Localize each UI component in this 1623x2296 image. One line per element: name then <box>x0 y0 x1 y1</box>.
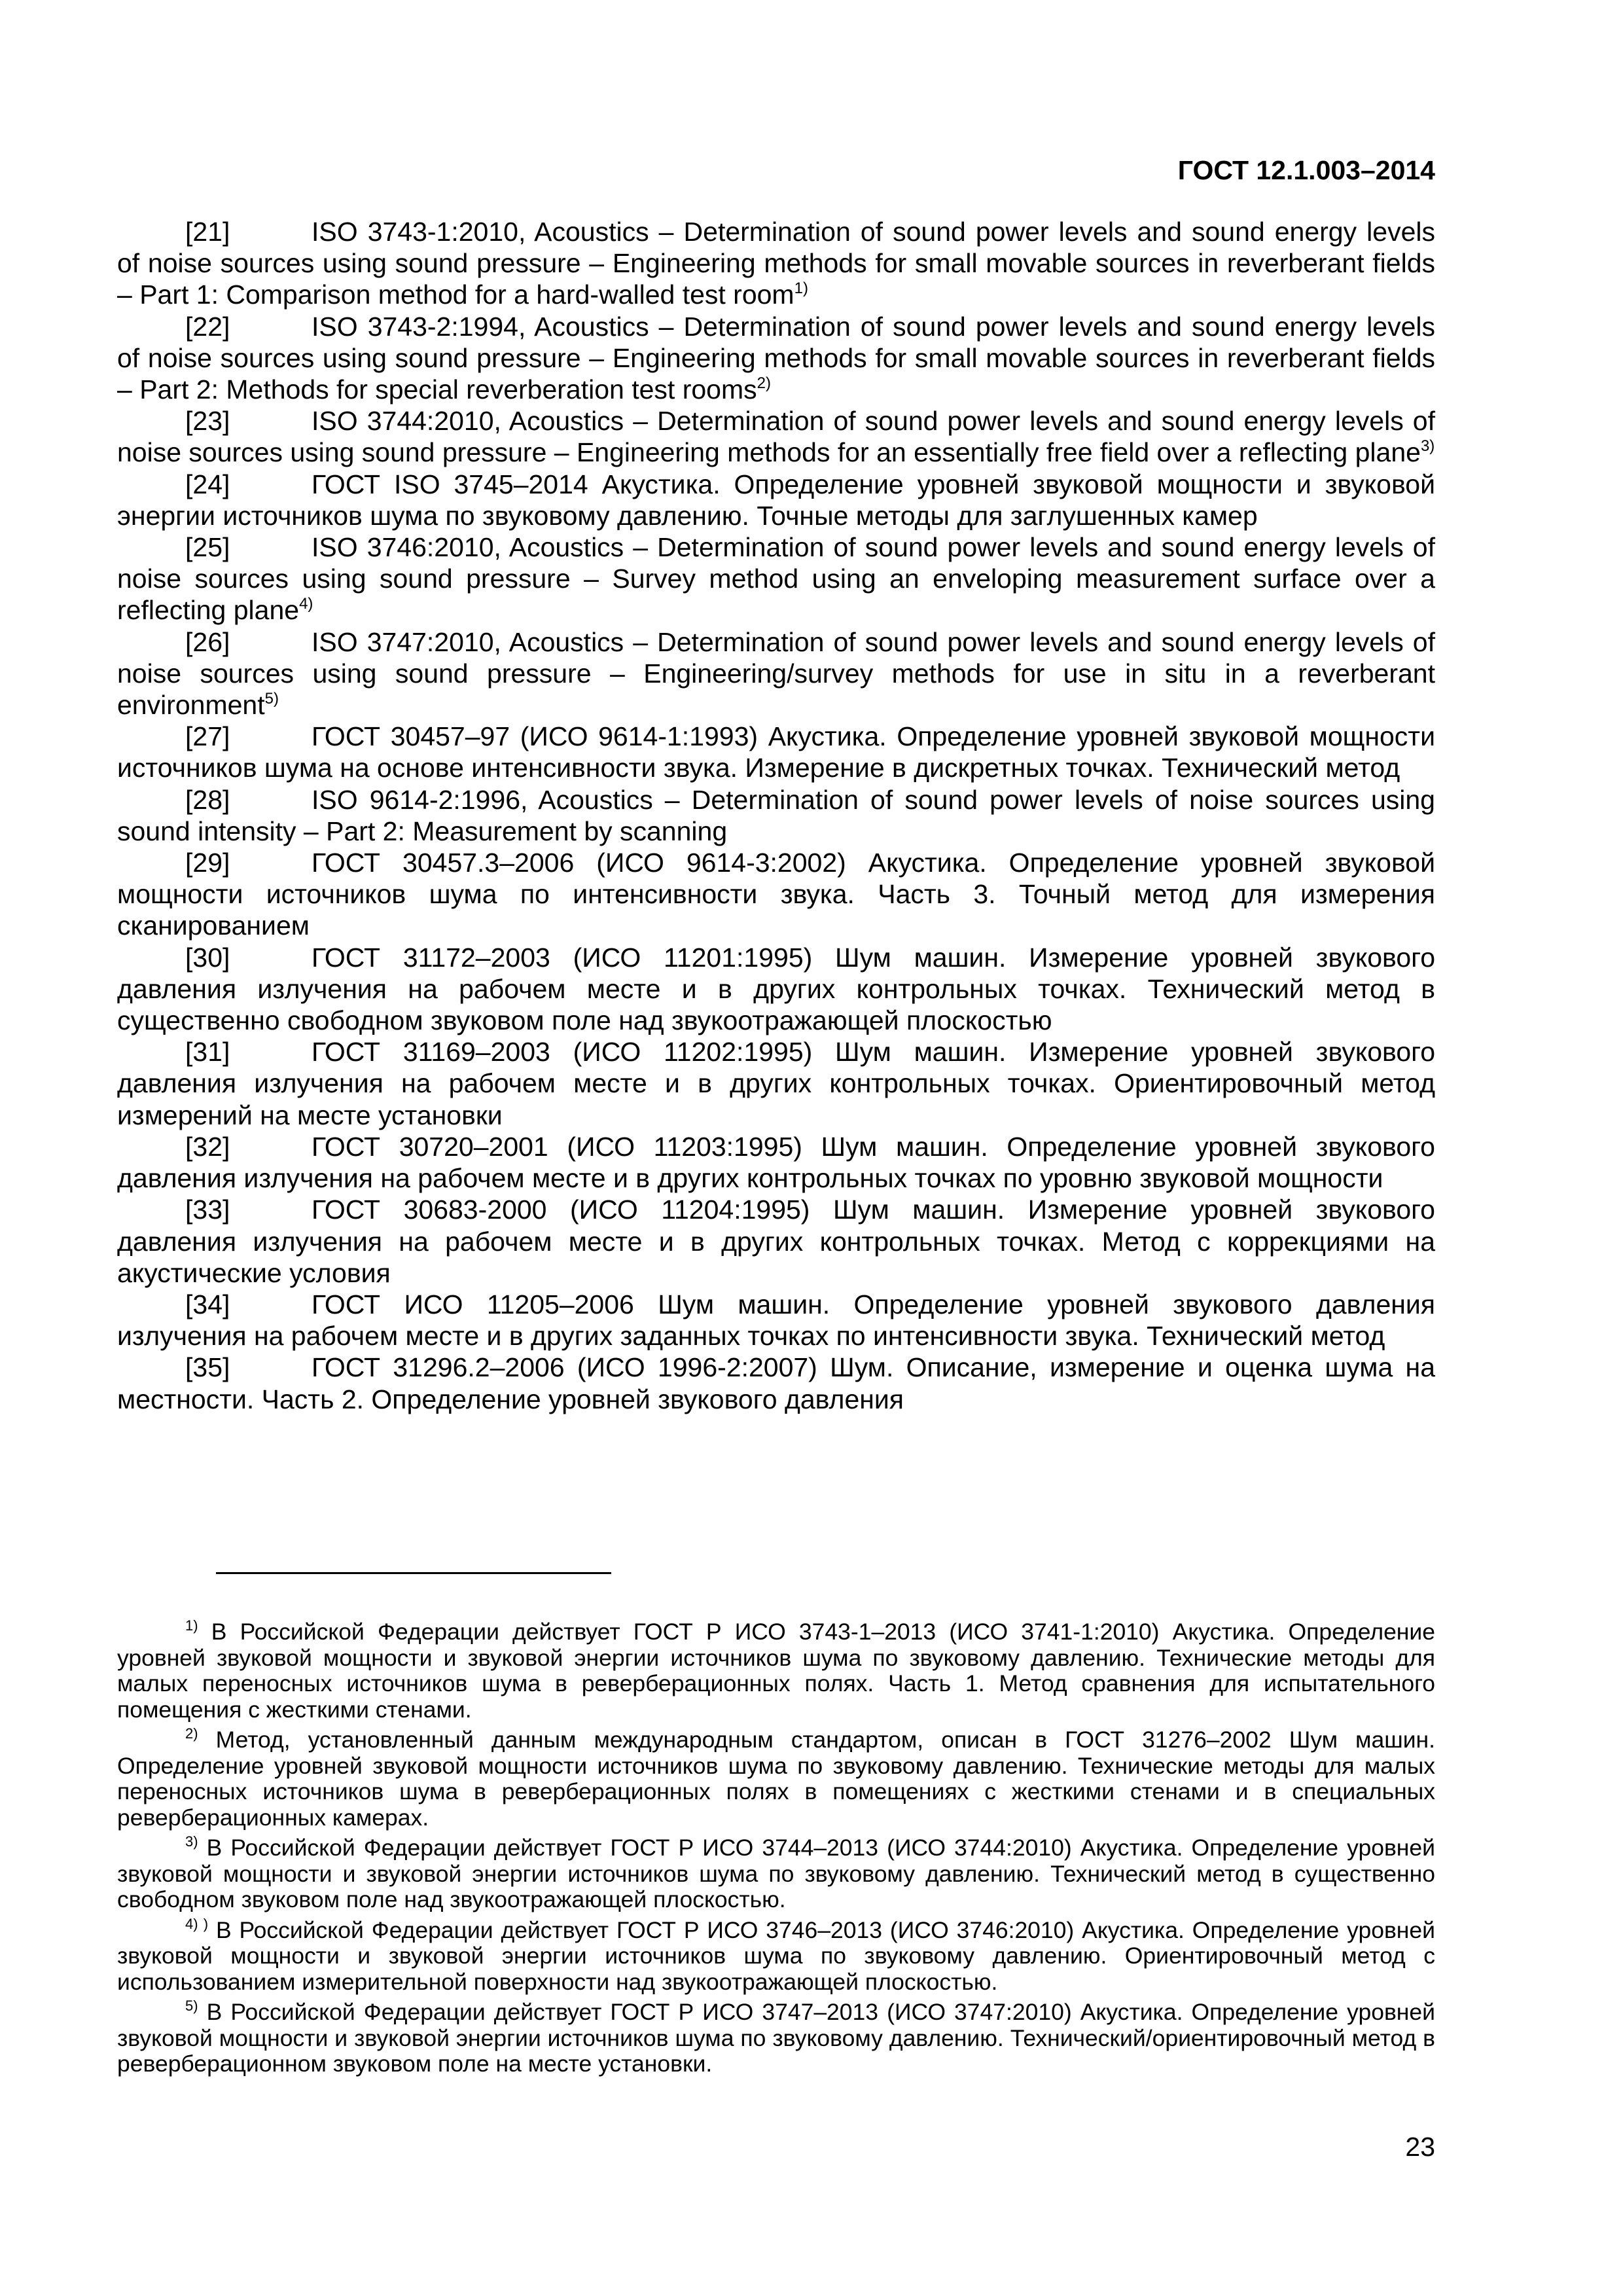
reference-text: ISO 3746:2010, Acoustics – Determination of sound power levels and sound energy levels of noise sources using sound pressure – Survey method using an enveloping measurement surface over a reflecting plane <box>117 532 1435 626</box>
reference-number: [25] <box>185 532 230 563</box>
reference-text: ГОСТ 31296.2–2006 (ИСО 1996-2:2007) Шум. Описание, измерение и оценка шума на местности. Часть 2. Определение уровней звукового давления <box>117 1352 1435 1414</box>
reference-text: ISO 3743-1:2010, Acoustics – Determination of sound power levels and sound energy levels of noise sources using sound pressure – Engineering methods for small movable sources in reverberant fields – Part 1: Comparison method for a hard-walled test room <box>117 217 1435 310</box>
reference-number: [30] <box>185 942 230 973</box>
footnote <box>117 1727 1435 1831</box>
reference-item <box>117 784 1435 847</box>
footnote-marker: 1) <box>794 279 808 298</box>
reference-text: ISO 3744:2010, Acoustics – Determination of sound power levels and sound energy levels of noise sources using sound pressure – Engineering methods for an essentially free field over a reflecting plane <box>117 406 1435 468</box>
reference-item <box>117 1352 1435 1414</box>
reference-number: [29] <box>185 848 230 878</box>
reference-item <box>117 1194 1435 1289</box>
reference-number: [31] <box>185 1037 230 1067</box>
reference-text: ГОСТ 30457–97 (ИСО 9614-1:1993) Акустика. Определение уровней звуковой мощности источников шума на основе интенсивности звука. Измерение в дискретных точках. Технический метод <box>117 721 1435 783</box>
footnote-mark: 5) <box>185 1998 198 2014</box>
footnote-text: В Российской Федерации действует ГОСТ Р ИСО 3747–2013 (ИСО 3747:2010) Акустика. Определение уровней звуковой мощности и звуковой энергии источников шума по звуковому давлению. Технический/ориентировочный метод в реверберационном звуковом поле на месте установки. <box>117 1999 1435 2077</box>
reference-text: ГОСТ 31169–2003 (ИСО 11202:1995) Шум машин. Измерение уровней звукового давления излучения на рабочем месте и в других контрольных точках. Ориентировочный метод измерений на месте установки <box>117 1037 1435 1130</box>
footnote-text: В Российской Федерации действует ГОСТ Р ИСО 3746–2013 (ИСО 3746:2010) Акустика. Определение уровней звуковой мощности и звуковой энергии источников шума по звуковому давлению. Ориентировочный метод с использованием измерительной поверхности над звукоотражающей плоскостью. <box>117 1916 1435 1995</box>
reference-number: [26] <box>185 626 230 657</box>
reference-item <box>117 531 1435 626</box>
reference-item <box>117 942 1435 1037</box>
reference-text: ISO 3747:2010, Acoustics – Determination of sound power levels and sound energy levels of noise sources using sound pressure – Engineering/survey methods for use in situ in a reverberant environment <box>117 626 1435 721</box>
footnote-mark: 3) <box>185 1833 198 1850</box>
footnote-text: Метод, установленный данным международным стандартом, описан в ГОСТ 31276–2002 Шум машин. Определение уровней звуковой мощности источников шума по звуковому давлению. Технические методы для малых переносных источников шума в реверберационных полях в помещениях с жесткими стенами и в специальных реверберационных камерах. <box>117 1727 1435 1831</box>
reference-item <box>117 311 1435 406</box>
reference-number: [34] <box>185 1289 230 1319</box>
footnote <box>117 1915 1435 1996</box>
reference-number: [23] <box>185 406 230 437</box>
footnote <box>117 1619 1435 1723</box>
footnote-marker: 3) <box>1420 437 1435 456</box>
footnote-mark: 1) <box>185 1617 198 1634</box>
footnote-text: В Российской Федерации действует ГОСТ Р ИСО 3743-1–2013 (ИСО 3741-1:2010) Акустика. Определение уровней звуковой мощности и звуковой энергии источников шума по звуковому давлению. Технические методы для малых переносных источников шума в реверберационных полях. Часть 1. Метод сравнения для испытательного помещения с жесткими стенами. <box>117 1619 1435 1723</box>
reference-text: ISO 3743-2:1994, Acoustics – Determination of sound power levels and sound energy levels of noise sources using sound pressure – Engineering methods for small movable sources in reverberant fields – Part 2: Methods for special reverberation test rooms <box>117 311 1435 405</box>
reference-text: ГОСТ 31172–2003 (ИСО 11201:1995) Шум машин. Измерение уровней звукового давления излучения на рабочем месте и в других контрольных точках. Технический метод в существенно свободном звуковом поле над звукоотражающей плоскостью <box>117 942 1435 1036</box>
reference-number: [22] <box>185 311 230 342</box>
reference-text: ГОСТ ИСО 11205–2006 Шум машин. Определение уровней звукового давления излучения на рабочем месте и в других заданных точках по интенсивности звука. Технический метод <box>117 1289 1435 1352</box>
reference-text: ISO 9614-2:1996, Acoustics – Determination of sound power levels of noise sources using sound intensity – Part 2: Measurement by scanning <box>117 784 1435 846</box>
reference-text: ГОСТ 30457.3–2006 (ИСО 9614-3:2002) Акустика. Определение уровней звуковой мощности источников шума по интенсивности звука. Часть 3. Точный метод для измерения сканированием <box>117 848 1435 941</box>
reference-list <box>117 216 1435 1415</box>
reference-number: [33] <box>185 1194 230 1225</box>
reference-number: [24] <box>185 469 230 499</box>
reference-number: [21] <box>185 217 230 247</box>
document-header <box>117 153 1435 187</box>
reference-text: ГОСТ 30720–2001 (ИСО 11203:1995) Шум машин. Определение уровней звукового давления излучения на рабочем месте и в других контрольных точках по уровню звуковой мощности <box>117 1131 1435 1194</box>
reference-number: [27] <box>185 721 230 752</box>
footnote-separator <box>216 1572 611 1574</box>
reference-number: [28] <box>185 784 230 815</box>
page-number: 23 <box>1405 2132 1435 2162</box>
reference-item <box>117 216 1435 311</box>
reference-number: [32] <box>185 1131 230 1162</box>
reference-item <box>117 1289 1435 1352</box>
footnote <box>117 1835 1435 1913</box>
reference-item <box>117 1036 1435 1131</box>
reference-text: ГОСТ 30683-2000 (ИСО 11204:1995) Шум машин. Измерение уровней звукового давления излучения на рабочем месте и в других контрольных точках. Метод с коррекциями на акустические условия <box>117 1194 1435 1288</box>
reference-item <box>117 469 1435 531</box>
footnote <box>117 2000 1435 2077</box>
footnote-text: В Российской Федерации действует ГОСТ Р ИСО 3744–2013 (ИСО 3744:2010) Акустика. Определение уровней звуковой мощности и звуковой энергии источников шума по звуковому давлению. Технический метод в существенно свободном звуковом поле над звукоотражающей плоскостью. <box>117 1835 1435 1912</box>
reference-item <box>117 847 1435 942</box>
footnote-mark: 4) ) <box>185 1915 209 1932</box>
footnote-mark: 2) <box>185 1725 198 1742</box>
footnotes <box>117 1619 1435 2082</box>
reference-number: [35] <box>185 1352 230 1383</box>
reference-text: ГОСТ ISO 3745–2014 Акустика. Определение уровней звуковой мощности и звуковой энергии источников шума по звуковому давлению. Точные методы для заглушенных камер <box>117 469 1435 531</box>
footnote-marker: 4) <box>299 595 313 613</box>
reference-item <box>117 405 1435 468</box>
footnote-marker: 2) <box>757 374 771 393</box>
reference-item <box>117 721 1435 783</box>
reference-item <box>117 1131 1435 1194</box>
footnote-marker: 5) <box>264 690 279 708</box>
reference-item <box>117 626 1435 721</box>
document-id: ГОСТ 12.1.003–2014 <box>1177 155 1435 185</box>
